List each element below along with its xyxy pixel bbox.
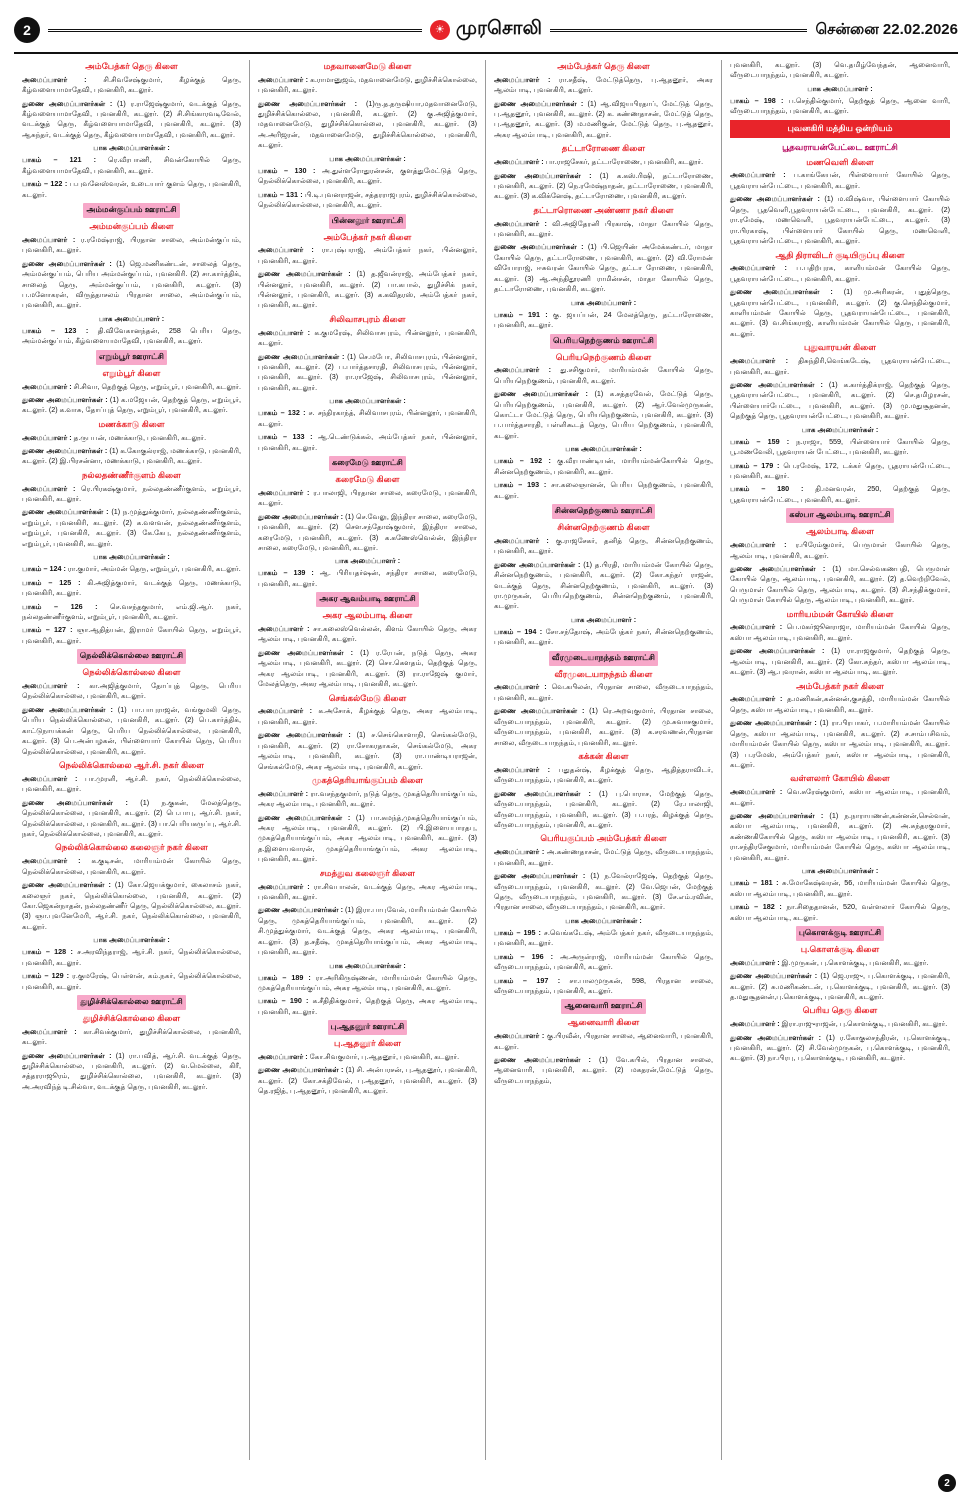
entry-paragraph: துணை அமைப்பாளர்கள் : (1) பா.பாபுராஜன், வங்குமலி தெரு, பெரிய நெல்லிக்கொல்லை, புவனகிரி, கடலூர். (2) பெ.கார்த்திக், காட்டுநாயக்கன் தெரு, பெரிய நெல்லிக்கொல்லை, புவனகிரி, கடலூர். (3) பெ.அன்பழகன், பிள்ளையார் கோயில் தெரு, பெரிய நெல்லிக்கொல்லை, புவனகிரி, கடலூர். (22, 704, 241, 756)
entry-paragraph: துணை அமைப்பாளர்கள் : (1) க.சத்தரவேல், மேட்டுத் தெரு, பெரியநெற்குணம், புவனகிரி, கடலூர். (2) ஆர்.வேல்முருகன், கொட்டா மேட்டுத் தெரு, பெரியநெற்குணம், புவனகிரி, கடலூர். (3) ப.பார்த்தசாரதி, பள்ளிகூடத் தெரு, பெரிய நெற்குணம், புவனகிரி, கடலூர். (494, 389, 713, 440)
entry-label: அமைப்பாளர் : (494, 218, 547, 228)
entry-paragraph: பாகம் – 122 : ப.புவனேஸ்வரன், உடையார் குளம் தெரு, புவனகிரி, கடலூர். (22, 179, 241, 199)
entry-paragraph: அமைப்பாளர் : கா.அஜித்குமார், தோப்புத் தெரு, பெரிய நெல்லிக்கொல்லை, புவனகிரி, கடலூர். (22, 681, 241, 701)
entry-paragraph: அமைப்பாளர் : ரா.வசந்தகுமார், நடுத் தெரு, முகத்தெரியாங்குப்பம், அகர ஆலம்பாடி, புவனகிரி, கடலூர். (258, 788, 477, 809)
entry-paragraph: பாகம் – 197 : சா.பாலமுருகன், 598, பிரதான சாலை, வீருடையாநந்தம், புவனகிரி, கடலூர். (494, 975, 713, 995)
entry-label: அமைப்பாளர் : (258, 1052, 308, 1062)
entry-label: அமைப்பாளர் : (730, 694, 783, 704)
panchayat-heading: எறும்பூர் ஊராட்சி (96, 350, 167, 365)
entry-paragraph: துணை அமைப்பாளர்கள் : (1) க.கார்த்திக்ராஜ், தெற்குத் தெரு, பூதவராயன்பேட்டை, புவனகிரி, கடலூர். (2) செ.தமிழரசன், பிள்ளையார்பேட்டை, புவனகிரி, கடலூர். (3) மு.மதுசூதனன், தெற்குத் தெரு, பூதவராயன்பேட்டை, புவனகிரி, கடலூர். (730, 379, 951, 421)
entry-paragraph: துணை அமைப்பாளர்கள் : (1) கோ.ஜெயக்குமார், கைலாசம் நகர், கலைஞர் நகர், நெல்லிக்கொல்லை, புவனகிரி, கடலூர். (2) கோ.ஜெகன்நாதன், நல்லதண்ணீர் தெரு, நெல்லிக்கொல்லை, கடலூர். (3) ஞா.புவனேமேரி, ஆர்.சி. நகர், நெல்லிக்கொல்லை, புவனகிரி, கடலூர். (22, 880, 241, 931)
branch-title: அம்பேத்கர் தெரு கிளை (557, 61, 650, 71)
entry-paragraph: பாகம் – 126 : செ.வசந்தகுமார், எம்.ஜி.ஆர். நகர், நல்லதண்ணீர்குளம், எறும்பூர், புவனகிரி, கடலூர். (22, 601, 241, 621)
entry-label: பாகம் – 131 : (258, 189, 303, 199)
section-label: பாக அமைப்பாளர்கள் : (801, 866, 879, 876)
entry-paragraph: அமைப்பாளர் : வி.அஜிதேரனி பிரகாஷ், மாதா கோயில் தெரு, புவனகிரி, கடலூர். (494, 218, 714, 239)
entry-paragraph: அமைப்பாளர் : ரெ.பிரகஷ்குமார், நல்லதண்ணீர்குளம், எறும்பூர், புவனகிரி, கடலூர். (22, 483, 241, 504)
branch-title: ஆலம்பாடி கிளை (806, 526, 874, 537)
entry-paragraph: துணை அமைப்பாளர்கள் : (1) ர.கோகுலசந்திரன், பு.கொளக்குடி, புவனகிரி, கடலூர். (2) சி.வேல்முருகன், பு.கொளக்குடி, புவனகிரி, கடலூர். (3) நா.பிரபு, பு.கொளக்குடி, புவனகிரி, கடலூர். (730, 1032, 950, 1063)
branch-title: தட்டாரோணை கிளை (561, 143, 646, 154)
entry-label: துணை அமைப்பாளர்கள் : (494, 871, 586, 881)
entry-paragraph: துணை அமைப்பாளர்கள் : (1) ரா.பவித், ஆர்.சி. வடக்குத் தெரு, துழிச்சிக்கொல்லை, புவனகிரி, கடலூர். (2) வ.மெல்லை, கிரீ, சத்தரராஜூரம், துழிச்சிக்கொல்லை, புவனகிரி, கடலூர். (3) அ.அரவிந்த் டி.சில்வா, வடக்குத் தெரு, புவனகிரி, கடலூர். (22, 1050, 241, 1091)
branch-title: அம்பேத்கர் நகர் கிளை (323, 231, 412, 242)
entry-paragraph: துணை அமைப்பாளர்கள் : (1) பா.சுமந்த்,முகத்தெரியாங்குப்பம், அகர ஆலம்பாடி, புவனகிரி, கடலூர். (2) பி.இளையபாரதபு, முகத்தெரியாங்குப்பம், அகர ஆலம்பாடி, புவனகிரி, கடலூர். (3) த.இளையவாரன், முகத்தெரியாங்குப்பம், அகர ஆலம்பாடி, புவனகிரி, கடலூர். (258, 812, 477, 864)
entry-paragraph: பாகம் – 121 : ரெ.வீரபாணி, சிவன்கோயில் தெரு, கீழ்வளையாமாதேவி, புவனகிரி, கடலூர். (22, 155, 241, 175)
entry-label: துணை அமைப்பாளர்கள் : (494, 788, 591, 798)
entry-label: அமைப்பாளர் : (494, 764, 550, 774)
panchayat-heading: புகொளக்குடி ஊராட்சி (796, 926, 884, 941)
entry-label: அமைப்பாளர் : (22, 74, 87, 84)
panchayat-heading: கரைமேடு ஊராட்சி (329, 456, 406, 471)
sun-icon: ☀ (430, 20, 450, 40)
entry-paragraph: அமைப்பாளர் : சி.சிவா, தெற்குத் தெரு, எறும்பூர், புவனகிரி, கடலூர். (22, 381, 242, 391)
branch-title: முகத்தெரியாங்குப்பம் கிளை (311, 774, 424, 785)
entry-label: பாகம் – 130 : (258, 165, 316, 175)
entry-paragraph: துணை அமைப்பாளர்கள் : (1) க.கஸ்.ரிஷி, தட்டாரோணை, புவனகிரி, கடலூர். (2) நெ.ரமேஷ்நாதன், தட்டாரோணை, புவனகிரி, கடலூர். (3) க.விக்னேஷ், தட்டாரோணை, புவனகிரி, கடலூர். (494, 170, 713, 201)
entry-label: அமைப்பாளர் : (22, 681, 80, 691)
entry-label: துணை அமைப்பாளர்கள் : (494, 1055, 591, 1065)
entry-label: அமைப்பாளர் : (258, 623, 310, 633)
entry-label: அமைப்பாளர் : (730, 957, 780, 967)
entry-paragraph: துணை அமைப்பாளர்கள் : (1) ஜெ.ராஜு, பு.கொளக்குடி, புவனகிரி, கடலூர். (2) சு.மணிகண்டன், பு.கொளக்குடி, புவனகிரி, கடலூர். (3) த.மதுசூதனன்,பு.கொளக்குடி, புவனகிரி, கடலூர். (730, 971, 951, 1001)
section-label: பாக அமைப்பாளர்கள் : (329, 396, 406, 406)
entry-label: பாகம் – 182 : (730, 902, 782, 912)
entry-label: துணை அமைப்பாளர்கள் : (258, 269, 351, 279)
entry-label: அமைப்பாளர் : (258, 74, 308, 84)
entry-paragraph: பாகம் – 159 : ந.ராஜா, 559, பிள்ளையார் கோயில் தெரு, பூ.மணவேலி, பூதவராயன் பேட்டை, புவனகிரி, கடலூர். (730, 436, 951, 457)
section-label: பாக அமைப்பாளர்கள் : (565, 915, 642, 925)
branch-title: பு.கொளக்குடி கிளை (800, 943, 880, 954)
entry-paragraph: பாகம் – 124 : ரா.குமார், அம்மன் தெரு, எறும்பூர், புவனகிரி, கடலூர். (22, 564, 241, 574)
branch-title: ஆதி திராவிடர் குடியிருப்பு கிளை (775, 249, 905, 260)
branch-title: பெரியநெற்குணம் கிளை (555, 351, 652, 362)
column-1 (14, 60, 250, 1460)
entry-paragraph: அமைப்பாளர் : வெ.கபிலன், பிரதான சாலை, வீருடையாநந்தம், புவனகிரி, கடலூர். (494, 682, 714, 702)
panchayat-heading: சின்னநெற்குணம் ஊராட்சி (552, 504, 656, 519)
masthead (14, 10, 958, 54)
entry-label: அமைப்பாளர் : (730, 263, 787, 273)
entry-label: துணை அமைப்பாளர்கள் : (258, 647, 354, 657)
entry-paragraph: துணை அமைப்பாளர்கள் : (1) க.கோகுல்ராஜ், மணக்காடு, புவனகிரி, கடலூர். (2) இ.பிரசன்னா, மணக்காடு, புவனகிரி, கடலூர். (22, 446, 241, 466)
branch-title: மணவெளி கிளை (806, 156, 874, 167)
masthead-center (422, 18, 550, 42)
entry-paragraph: துணை அமைப்பாளர்கள் : (1) மு.அரிகரன், புதுத்தெரு, பூதவராயன்பேட்டை, புவனகிரி, கடலூர். (2) கு.செந்தில்குமார், காளியம்மன் கோயில் தெரு, பூதவராயன்பேட்டை, புவனகிரி, கடலூர். (3) வ.சிங்கராஜ், காளியம்மன் கோயில் தெரு, புவனகிரி, கடலூர். (730, 287, 950, 338)
entry-paragraph: துணை அமைப்பாளர்கள் : (1) வே.கபில், பிரதான சாலை, ஆனைவாரி, புவனகிரி, கடலூர். (2) மகதரன்,மேட்டுத் தெரு, வீருடையாநந்தம், (494, 1055, 714, 1085)
entry-paragraph: துணை அமைப்பாளர்கள் : (1) ச.செங்கொளாநி, செங்கல்மேடு, புவனகிரி, கடலூர். (2) ரா.சோகரதாகன், செங்கல்மேடு, அகர ஆலம்பாடி, புவனகிரி, கடலூர். (3) ரா.பாண்டியராஜன், செங்கல்மேடு, அகர ஆலம்பாடி, புவனகிரி, கடலூர். (258, 730, 477, 771)
branch-title: பெரிய தெரு கிளை (802, 1005, 878, 1016)
branch-title: எறும்பூர் கிளை (102, 367, 161, 378)
entry-label: பாகம் – 194 : (494, 626, 543, 636)
entry-paragraph: அமைப்பாளர் : ரா.புஷ்பராஜ், அம்பேத்கர் நகர், பின்னலூர், புவனகிரி, கடலூர். (258, 245, 478, 265)
entry-paragraph: அமைப்பாளர் : வெ.சுரேஷ்குமார், கஸ்பா ஆலம்பாடி, புவனகிரி, கடலூர். (730, 787, 950, 807)
entry-paragraph: அமைப்பாளர் : த.மணிகன்,கன்னன்,குசத்தி, மாரியம்மன் கோயில் தெரு, கஸ்பா ஆலம்பாடி, புவனகிரி, கடலூர். (730, 694, 950, 714)
entry-paragraph: துணை அமைப்பாளர்கள் : (1) ம.விஷ்வா, பிள்ளையார் கோயில் தெரு, பூதவெளி,பூதவராயன்பேட்டை, புவனகிரி, கடலூர். (2) ரா.ரமேஷ், மணவெளி, பூதவராயன்பேட்டை, கடலூர். (3) ரா.பிரகாஷ், பிள்ளையார் கோயில் தெரு, மணவெளி, பூதவராயன்பேட்டை, புவனகிரி, கடலூர். (730, 194, 950, 246)
section-label: பாக அமைப்பாளர் : (807, 83, 873, 93)
entry-label: துணை அமைப்பாளர்கள் : (730, 563, 826, 573)
branch-title: நல்லதண்ணீர்குளம் கிளை (82, 469, 181, 480)
column-3 (486, 60, 722, 1460)
entry-paragraph: அமைப்பாளர் : பெ.மகர்ஜூனராஜா, மாரியம்மன் கோயில் தெரு, கஸ்பா ஆலம்பாடி, புவனகிரி, கடலூர். (730, 622, 950, 642)
entry-paragraph: அமைப்பாளர் : இ.முருகன், பு.கொளக்குடி, புவனகிரி, கடலூர். (730, 957, 929, 967)
entry-label: அமைப்பாளர் : (730, 622, 783, 632)
entry-paragraph: பாகம் – 131 : பி.டி.புவனராஜன், சத்தரராஜபுரம், துழிச்சிக்கொல்லை, நெல்லிக்கொல்லை, புவனகிரி, கடலூர். (258, 189, 477, 210)
entry-paragraph: துணை அமைப்பாளர்கள் : (1) ரா.ராஜகுமார், தெற்குத் தெரு, ஆலம்பாடி, புவனகிரி, கடலூர். (2) கோ.சுந்தர், கஸ்பா ஆலம்பாடி, கடலூர். (3) ஆ.புவரான், கஸ்பா ஆலம்பாடி, கடலூர். (730, 646, 950, 677)
section-label: பாக அமைப்பாளர் : (570, 614, 637, 624)
entry-label: அமைப்பாளர் : (22, 432, 72, 442)
branch-title: நெல்லிக்கொல்லை கலைஞர் நகர் கிளை (55, 842, 208, 853)
entry-label: பாகம் – 126 : (22, 601, 98, 611)
entry-paragraph: துணை அமைப்பாளர்கள் : (1) ந.நாராயணன்,கன்னன்,செல்வன், கஸ்பா ஆலம்பாடி, புவனகிரி, கடலூர். (2) அ.சுந்தரகுமார், கண்ணகிகோயில் தெரு, கஸ்பா ஆலம்பாடி, புவனகிரி, கடலூர். (3) ரா.சந்திரசேகுமார், மாரியம்மன் கோயில் தெரு, கஸ்பா ஆலம்பாடி, புவனகிரி, கடலூர். (730, 811, 950, 862)
section-label: பாக அமைப்பாளர் : (570, 297, 637, 307)
entry-label: அமைப்பாளர் : (494, 682, 547, 692)
column-4 (722, 60, 958, 1460)
entry-paragraph: பாகம் – 181 : சு.மோகேஷ்வரன், 56, மாரியம்மன் கோயில் தெரு, கஸ்பா ஆலம்பாடி, புவனகிரி, கடலூர். (730, 878, 950, 898)
entry-label: அமைப்பாளர் : (494, 157, 544, 167)
entry-paragraph: துணை அமைப்பாளர்கள் : (1) செ.வேலு, இந்திரா சாலை, கரைமேடு, புவனகிரி, கடலூர். (2) சௌ.சந்தோஷ்குமார், இந்திரா சாலை, கரைமேடு, புவனகிரி, கடலூர். (3) க.கணேஸ்வெல்ன், இந்திரா சாலை, கரைமேடு, புவனகிரி, கடலூர். (258, 511, 478, 552)
entry-label: அமைப்பாளர் : (730, 787, 783, 797)
entry-paragraph: அமைப்பாளர் : கா.சிவக்குமார், துழிச்சிக்கொல்லை, புவனகிரி, கடலூர். (22, 1026, 241, 1047)
entry-paragraph: அமைப்பாளர் : ரா.சதீஷ், மேட்டுத்தெரு, பு.ஆதனூர், அகர ஆலம்பாடி, புவனகிரி, கடலூர். (494, 74, 713, 95)
section-label: பாக அமைப்பாளர்கள் : (93, 935, 170, 945)
panchayat-heading: வீரமுடையாநந்தம் ஊராட்சி (549, 651, 658, 666)
panchayat-heading: அகர ஆவம்பாடி ஊராட்சி (316, 592, 419, 607)
entry-paragraph: அமைப்பாளர் : இரா.ராஜுராஜன், பு.கொளக்குடி, புவனகிரி, கடலூர். (730, 1019, 948, 1029)
entry-paragraph: பாகம் – 193 : சா.கலைஞானன், பெரிய நெற்குணம், புவனகிரி, கடலூர். (494, 480, 714, 500)
panchayat-heading: பெரியநெற்குணம் ஊராட்சி (550, 334, 657, 349)
entry-paragraph: துணை அமைப்பாளர்கள் : (1) த.ஜீவன்ராஜ், அம்பேத்கர் நகர், பின்னலூர், புவனகிரி, கடலூர். (2) பா.கபால், துழிச்சிக் நகர், பின்னலூர், புவனகிரி, கடலூர். (3) க.கவிதரஸ், அம்பேத்கர் நகர், புவனகிரி, கடலூர். (258, 269, 477, 310)
entry-label: பாகம் – 129 : (22, 971, 70, 981)
entry-paragraph: துணை அமைப்பாளர்கள் : (1) ஆ.விஜயபிரதாப், மேட்டுத் தெரு, பு.ஆதனூர், புவனகிரி, கடலூர். (2) க. கண்ணதாசன், மேட்டுத் தெரு, பு.ஆதனூர், கடலூர். (3) ம.மணிகுன், மேட்டுத் தெரு, பு.ஆதனூர், அகர ஆலம்பாடி, புவனகிரி, கடலூர். (494, 98, 713, 139)
entry-label: துணை அமைப்பாளர்கள் : (22, 880, 111, 890)
branch-title: சின்னநெற்குணம் கிளை (557, 522, 650, 533)
masthead-rule-right (550, 29, 807, 32)
entry-label: துணை அமைப்பாளர்கள் : (258, 730, 351, 740)
entry-label: அமைப்பாளர் : (730, 1019, 780, 1029)
entry-paragraph: பாகம் – 194 : சோ.சந்தோஷ், அம்பேத்கர் நகர், சின்னநெற்குணம், புவனகிரி, கடலூர். (494, 626, 713, 647)
entry-paragraph: அமைப்பாளர் : கு.பிரவீன், பிரதான சாலை, ஆனைவாரி, புவனகிரி, கடலூர். (494, 1031, 713, 1051)
entry-paragraph: துணை அமைப்பாளர்கள் : (1) ந.முத்துக்குமார், நல்லதண்ணீர்குளம், எறும்பூர், புவனகிரி, கடலூர். (2) க.வளவன், நல்லதண்ணீர்குளம், எறும்பூர், புவனகிரி, கடலூர். (3) கே.கேபு, நல்லதண்ணீர்குளம், எறும்பூர், புவனகிரி, கடலூர். (22, 507, 241, 548)
entry-paragraph: துணை அமைப்பாளர்கள் : (1) ரா.பிரபாகர், ப.மாரியம்மன் கோயில் தெரு, கஸ்பா ஆலம்பாடி, புவனகிரி, கடலூர். (2) ச.சாம்பசிவம், மாரியம்மன் கோயில் தெரு, கஸ்பா ஆலம்பாடி, புவனகிரி, கடலூர். (3) ப.ரமேஸ், அம்பேத்கர் நகர், கஸ்பா ஆலம்பாடி, புவனகிரி, கடலூர். (730, 718, 951, 769)
branch-title: ஆனைவாரி கிளை (567, 1017, 640, 1028)
section-label: பாக அமைப்பாளர்கள் : (329, 153, 406, 163)
entry-paragraph: அமைப்பாளர் : கு.ராஜசேகர், தனித் தெரு, சின்னநெற்குணம், புவனகிரி, கடலூர். (494, 535, 714, 556)
entry-paragraph: பாகம் – 179 : பெ.ரமேஷ், 172, டக்கர் தெரு, பூதராயன்பேட்டை, புவனகிரி, கடலூர். (730, 460, 951, 481)
entry-label: பாகம் – 180 : (730, 484, 804, 494)
entry-paragraph: பாகம் – 180 : தி.மனவரன், 250, தெற்குத் தெரு, பூதவராயன்பேட்டை, புவனகிரி, கடலூர். (730, 484, 950, 504)
entry-paragraph: அமைப்பாளர் : க.குடிசன், மாரியம்மன் கோயில் தெரு, நெல்லிக்கொல்லை, புவனகிரி, கடலூர். (22, 856, 241, 876)
entry-paragraph: அமைப்பாளர் : ப.பதிற்புரக, காளியம்மன் கோயில் தெரு, பூதவராயன்பேட்டை, புவனகிரி, கடலூர். (730, 263, 950, 283)
entry-paragraph: பாகம் – 189 : ரா.அரிகிருஷ்ணன், மாரியம்மன் கோயில் தெரு, முகத்தெரியாங்குப்பம், அகர ஆலம்பாடி, புவனகிரி, கடலூர். (258, 972, 477, 992)
entry-label: பாகம் – 127 : (22, 625, 73, 635)
entry-label: துணை அமைப்பாளர்கள் : (258, 351, 345, 361)
entry-paragraph: பாகம் – 125 : கி.அஜித்குமார், வடக்குத் தெரு, மணக்காடு, புவனகிரி, கடலூர். (22, 577, 242, 598)
entry-paragraph: பாகம் – 130 : அ.துள்ளரோதுரன்சன், குளத்துமேட்டுத் தெரு, நெல்லிக்கொல்லை, புவனகிரி, கடலூர். (258, 165, 478, 186)
entry-label: துணை அமைப்பாளர்கள் : (730, 194, 820, 204)
entry-paragraph: துணை அமைப்பாளர்கள் : (1) சி. அன்பரசன், பு.ஆதனூர், புவனகிரி, கடலூர். (2) கோ.சக்திவேல், பு.ஆதனூர், புவனகிரி, கடலூர். (3) தெ.ரஜித், பு.ஆதனூர், புவனகிரி, கடலூர். (258, 1065, 478, 1096)
entry-label: பாகம் – 121 : (22, 155, 96, 165)
entry-label: பாகம் – 123 : (22, 325, 89, 335)
section-label: பாக அமைப்பாளர்கள் : (93, 143, 170, 153)
entry-label: அமைப்பாளர் : (22, 856, 81, 866)
entry-label: துணை அமைப்பாளர்கள் : (258, 812, 351, 822)
entry-label: பாகம் – 192 : (494, 456, 551, 466)
section-label: பாக அமைப்பாளர் : (334, 556, 401, 566)
entry-paragraph: அமைப்பாளர் : கோ.சிவகுமார், பு.ஆதனூர், புவனகிரி, கடலூர். (258, 1052, 460, 1062)
entry-label: துணை அமைப்பாளர்கள் : (22, 394, 108, 404)
panchayat-heading: பு.ஆதனூர் ஊராட்சி (328, 1020, 408, 1035)
masthead-right (550, 21, 958, 40)
entry-label: அமைப்பாளர் : (494, 535, 549, 545)
entry-label: அமைப்பாளர் : (494, 74, 551, 84)
branch-title: அம்மன்குப்பம் கிளை (89, 221, 174, 232)
entry-paragraph: பாகம் – 132 : ச. சந்திரகாந்த், சிலிவாசபுரம், பின்னலூர், புவனகிரி, கடலூர். (258, 408, 477, 428)
entry-paragraph: பாகம் – 139 : ஆ. பிரியதர்ஷன், சந்திரா சாலை, கரைமேடு, புவனகிரி, கடலூர். (258, 568, 477, 588)
panchayat-heading: நெல்லிக்கொல்லை ஊராட்சி (77, 649, 186, 664)
entry-label: அமைப்பாளர் : (22, 1026, 77, 1036)
entry-paragraph: துணை அமைப்பாளர்கள் : (1) ரெ.அறவுகுமார், பிரதான சாலை, வீருடையாநந்தம், புவனகிரி, கடலூர். (2) மு.சுவாசகுமார், வீருடையாநந்தம், புவனகிரி, கடலூர். (3) க.சரவணன்,பிரதான சாலை, வீருடையாநந்தம், புவனகிரி, கடலூர். (494, 706, 713, 747)
entry-label: துணை அமைப்பாளர்கள் : (494, 559, 581, 569)
entry-label: அமைப்பாளர் : (730, 170, 786, 180)
entry-label: துணை அமைப்பாளர்கள் : (730, 718, 817, 728)
branch-title: மாரியம்மன் கோயில் கிளை (786, 608, 894, 619)
article-columns (14, 60, 958, 1460)
entry-paragraph: அமைப்பாளர் : பா.ராஜசேகர், தட்டாரோணை, புவனகிரி, கடலூர். (494, 157, 704, 167)
entry-paragraph: அமைப்பாளர் : திசுந்திரி,வெங்கடேஷ், பூதவராயன்பேட்டை, புவனகிரி, கடலூர். (730, 356, 950, 376)
entry-paragraph: பாகம் – 198 : ப.செந்தில்குமார், தெற்குத் தெரு, ஆனை வாரி, வீருடையாநந்தம், புவனகிரி, கடலூர். (730, 95, 950, 116)
entry-paragraph: புவனகிரி, கடலூர். (3) வெ.தமிழ்வேந்தன், ஆனைவாரி, வீருடையாநந்தம், புவனகிரி, கடலூர். (730, 60, 950, 80)
entry-paragraph: பாகம் – 123 : தி.விவேகானந்தன், 258 பெரிய தெரு, அம்மன்குப்பம், கீழ்வளையமாதேவி, புவனகிரி, கடலூர். (22, 325, 241, 346)
entry-paragraph: துணை அமைப்பாளர்கள் : (1)ரு.த.தருஷியா,மதவானைமேடு, துழிச்சிக்கொல்லை, புவனகிரி, கடலூர். (2) கு.அஜித்குமார், மதவானைமேடு, துழிச்சிக்கொல்லை, புவனகிரி, கடலூர். (3) அ.அரிஜரன், மதவானைமேடு, துழிச்சிக்கொல்லை, புவனகிரி, கடலூர். (258, 98, 477, 150)
entry-label: பாகம் – 197 : (494, 975, 561, 985)
entry-paragraph: அமைப்பாளர் : அ.கண்ணதாசன், மேட்டுத் தெரு, வீருடையாநந்தம், புவனகிரி, கடலூர். (494, 847, 713, 867)
entry-label: பாகம் – 190 : (258, 996, 309, 1006)
entry-label: அமைப்பாளர் : (730, 356, 788, 366)
entry-label: துணை அமைப்பாளர்கள் : (730, 811, 824, 821)
branch-title: பு.ஆதனூர் கிளை (334, 1038, 401, 1049)
branch-title: கரைமேடு கிளை (335, 474, 400, 485)
entry-paragraph: பாகம் – 196 : அ.அருள்ராஜ், மாரியம்மன் கோயில் தெரு, வீருடையாநந்தம், புவனகிரி, கடலூர். (494, 951, 713, 972)
entry-label: அமைப்பாளர் : (258, 245, 314, 255)
union-heading: புவனகிரி மத்திய ஒன்றியம் (730, 120, 950, 138)
entry-paragraph: துணை அமைப்பாளர்கள் : (1) க.மஜேயன், தெற்குத் தெரு, எறும்பூர், கடலூர். (2) க.வாசு, தோப்புத் தெரு, எறும்பூர், புவனகிரி, கடலூர். (22, 394, 242, 415)
entry-paragraph: அமைப்பாளர் : ர.பிரேம்குமார், பெருமாள் கோயில் தெரு, ஆலம்பாடி, புவனகிரி, கடலூர். (730, 540, 951, 560)
branch-title: வீரமுடையாநந்தம் கிளை (554, 668, 653, 679)
entry-label: துணை அமைப்பாளர்கள் : (22, 258, 112, 268)
entry-label: துணை அமைப்பாளர்கள் : (730, 287, 833, 297)
entry-paragraph: துணை அமைப்பாளர்கள் : (1) பு.பொராச, மேற்குத் தெரு, வீருடையாநந்தம், புவனகிரி, கடலூர். (2) ரே.பாலாஜி, வீருடையாநந்தம், புவனகிரி, கடலூர். (3) ப.பரத், கிழக்குத் தெரு, வீருடையாநந்தம், புவனகிரி, கடலூர். (494, 788, 714, 830)
entry-label: பாகம் – 139 : (258, 568, 314, 578)
branch-title: அகர ஆலம்பாடி கிளை (322, 610, 413, 621)
entry-paragraph: துணை அமைப்பாளர்கள் : (1) மா.செல்வகணபதி, பெருமாள் கோயில் தெரு, ஆலம்பாடி, புவனகிரி, கடலூர். (2) த.வெற்றிவேல், பெருமாள் கோயில் தெரு, ஆலம்பாடி, கடலூர். (3) சி.சந்திக்குமார், பெருமாள் கோயில் தெரு, ஆலம்பாடி, புவனகிரி, கடலூர். (730, 563, 950, 605)
entry-label: அமைப்பாளர் : (258, 881, 310, 891)
entry-label: துணை அமைப்பாளர்கள் : (258, 511, 344, 521)
branch-title: நெல்லிக்கொல்லை ஆர்.சி. நகர் கிளை (58, 760, 205, 771)
entry-label: பாகம் – 124 : (22, 564, 66, 574)
entry-paragraph: அமைப்பாளர் : பதுதன்ஷ், கீழக்குத் தெரு, ஆதித்தராவிடர், வீருடையாநந்தம், புவனகிரி, கடலூர். (494, 764, 713, 785)
entry-paragraph: அமைப்பாளர் : து.சசிகுமார், மாரியம்மன் கோயில் தெரு, பெரியநெற்குணம், புவனகிரி, கடலூர். (494, 365, 714, 385)
entry-label: துணை அமைப்பாளர்கள் : (258, 98, 357, 108)
section-label: பாக அமைப்பாளர் : (98, 313, 165, 323)
entry-paragraph: துணை அமைப்பாளர்கள் : (1) ந.குகன், மேலத்தெரு, நெல்லிக்கொல்லை, புவனகிரி, கடலூர். (2) பெ.பாபு, ஆர்.சி. நகர், நெல்லிக்கொல்லை, புவனகிரி, கடலூர். (3) பா.பெரியகருப்பு, ஆர்.சி. நகர், நெல்லிக்கொல்லை, புவனகிரி, கடலூர். (22, 797, 241, 839)
branch-title: கக்கன் கிளை (578, 751, 629, 762)
branch-title: சிலிவாசபுரம் கிளை (329, 313, 406, 324)
entry-label: அமைப்பாளர் : (494, 1031, 545, 1041)
section-label: பாக அமைப்பாளர்கள் : (329, 960, 406, 970)
entry-paragraph: அமைப்பாளர் : க.ராமானுஜம், மதவானைமேடு, துழிச்சிக்கொல்லை, புவனகிரி, கடலூர். (258, 74, 478, 95)
masthead-rule-left (48, 29, 422, 32)
panchayat-heading: பூதவராயன்பேட்டை ஊராட்சி (782, 141, 898, 152)
entry-label: அமைப்பாளர் : (22, 483, 76, 493)
entry-label: துணை அமைப்பாளர்கள் : (730, 646, 825, 656)
entry-label: பாகம் – 122 : (22, 179, 68, 189)
entry-label: துணை அமைப்பாளர்கள் : (22, 446, 108, 455)
entry-paragraph: துணை அமைப்பாளர்கள் : (1) ஜெ.மணிகண்டன், சாலைத் தெரு, அம்மன்குப்பம், பெரிய அம்மன்குப்பம், புவனகிரி. (2) சா.கார்த்திக், சாலைத் தெரு, அம்மன்குப்பம், புவனகிரி, கடலூர். (3) ப.மனோகரன், விருத்தாசலம் பிரதான சாலை, அம்மன்குப்பம், புவனகிரி, கடலூர். (22, 258, 241, 310)
entry-paragraph: பாகம் – 192 : கு.வீரபாண்டியன், மாரியம்மன்கோயில் தெரு, சின்னநெற்குணம், புவனகிரி, கடலூர். (494, 456, 713, 476)
entry-label: அமைப்பாளர் : (258, 788, 308, 798)
entry-label: பாகம் – 125 : (22, 577, 81, 587)
entry-paragraph: அமைப்பாளர் : ரா.சிவபாலன், வடக்குத் தெரு, அகர ஆலம்பாடி, புவனகிரி, கடலூர். (258, 881, 477, 901)
entry-paragraph: துணை அமைப்பாளர்கள் : (1) ந.வேல்ராஜேஷ், தெற்குத் தெரு, வீருடையாநந்தம், புவனகிரி, கடலூர். (2) வே.ஜெபன், மேற்குத் தெரு, வீருடையாநந்தம், புவனகிரி, கடலூர். (3) சே.எம்.ரவின், பிரதான சாலை, வீருடையாநந்தம், புவனகிரி, கடலூர். (494, 871, 713, 912)
entry-label: துணை அமைப்பாளர்கள் : (22, 704, 113, 714)
page-number-badge: 2 (14, 17, 40, 43)
entry-paragraph: பாகம் – 128 : ச.அரவிந்தராஜ், ஆர்.சி. நகர், நெல்லிக்கொல்லை, புவனகிரி, கடலூர். (22, 947, 242, 967)
panchayat-heading: ஆனைவாரி ஊராட்சி (561, 999, 645, 1014)
entry-label: அமைப்பாளர் : (494, 847, 545, 857)
entry-label: பாகம் – 181 : (730, 878, 779, 888)
branch-title: அம்பேத்கர் நகர் கிளை (796, 680, 884, 691)
entry-paragraph: அமைப்பாளர் : சி.சிவசேஷ்குமார், கீழக்குத் தெரு, கீழ்வளையாமாதேவி, புவனகிரி, கடலூர். (22, 74, 242, 95)
entry-paragraph: பாகம் – 195 : ச.வெங்கடேஷ், அம்பேத்கர் நகர், வீருடையாநந்தம், புவனகிரி, கடலூர். (494, 927, 714, 948)
footer-page-number: 2 (938, 1474, 956, 1492)
entry-label: அமைப்பாளர் : (258, 706, 313, 716)
entry-label: அமைப்பாளர் : (22, 773, 78, 783)
branch-title: புதுவாரயன் கிளை (803, 342, 877, 353)
entry-label: பாகம் – 198 : (730, 95, 784, 105)
entry-paragraph: அமைப்பாளர் : ப.காங்கேயன், பிள்ளையார் கோயில் தெரு, பூதவராயன்பேட்டை, புவனகிரி, கடலூர். (730, 170, 951, 190)
entry-label: அமைப்பாளர் : (730, 540, 787, 550)
entry-label: துணை அமைப்பாளர்கள் : (22, 797, 128, 807)
entry-label: துணை அமைப்பாளர்கள் : (258, 905, 343, 915)
entry-paragraph: துணை அமைப்பாளர்கள் : (1) செ.மபோ, சிலிவாசபுரம், பின்னலூர், புவனகிரி, கடலூர். (2) ப.பார்த்தசாரதி, சிலிவாசபுரம், பின்னலூர், புவனகிரி, கடலூர். (3) ரா.ராஜேஷ், சிலிவாசபுரம், பின்னலூர், புவனகிரி, கடலூர். (258, 351, 478, 392)
masthead-left (14, 17, 422, 43)
entry-paragraph: துணை அமைப்பாளர்கள் : (1) த.பிரதி, மாரியம்மன் கோயில் தெரு, சின்னநெற்குணம், புவனகிரி, கடலூர். (2) கோ.கந்தர் ராஜன், வடக்குத் தெரு, சின்னநெற்குணம், புவனகிரி, கடலூர். (3) ரா.முருகன், பெரியநெற்குணம், சின்னநெற்குணம், புவனகிரி, கடலூர். (494, 559, 714, 611)
entry-paragraph: அமைப்பாளர் : ர.பாலாஜி, பிரதான சாலை, கரைமேடு, புவனகிரி, கடலூர். (258, 487, 477, 508)
entry-label: துணை அமைப்பாளர்கள் : (730, 971, 818, 981)
entry-paragraph: துணை அமைப்பாளர்கள் : (1) ர.ரேபன், நடுத் தெரு, அகர ஆலம்பாடி, புவனகிரி, கடலூர். (2) சொ.கௌதம், தெற்குத் தெரு, அகர ஆலம்பாடி, புவனகிரி, கடலூர். (3) ரா.ராஜேஷ் குமார், மேலத்தெரு, அகர ஆலம்பாடி, புவனகிரி, கடலூர். (258, 647, 477, 689)
entry-label: துணை அமைப்பாளர்கள் : (494, 98, 584, 108)
entry-label: அமைப்பாளர் : (258, 327, 311, 337)
branch-title: செங்கல்மேடு கிளை (328, 692, 407, 703)
entry-label: அமைப்பாளர் : (494, 365, 552, 375)
branch-title: வள்ளலார் கோயில் கிளை (790, 773, 890, 784)
entry-paragraph: அமைப்பாளர் : சா.கலைஸ்வெல்லன், கிளம் கோயில் தெரு, அகர ஆலம்பாடி, புவனகிரி, கடலூர். (258, 623, 477, 644)
entry-label: அமைப்பாளர் : (22, 234, 76, 244)
entry-label: துணை அமைப்பாளர்கள் : (494, 242, 584, 252)
section-label: பாக அமைப்பாளர்கள் : (801, 424, 879, 434)
entry-label: துணை அமைப்பாளர்கள் : (22, 507, 109, 517)
entry-label: பாகம் – 133 : (258, 432, 313, 442)
entry-paragraph: பாகம் – 127 : ஞா.ஆதித்யன், இராமர் கோயில் தெரு, எறும்பூர், புவனகிரி, கடலூர். (22, 625, 242, 645)
branch-title: பெரியகுப்பம் அம்பேத்கர் கிளை (540, 833, 667, 844)
entry-paragraph: பாகம் – 129 : ர.குமரேஷ், பெள்ளன், கம்.நகர், நெல்லிக்கொல்லை, புவனகிரி, கடலூர். (22, 971, 242, 991)
entry-paragraph: அமைப்பாளர் : த.ருபபன், மணக்காடு, புவனகிரி, கடலூர். (22, 432, 207, 442)
entry-label: பாகம் – 191 : (494, 309, 548, 319)
entry-label: பாகம் – 132 : (258, 408, 306, 418)
entry-label: அமைப்பாளர் : (258, 487, 310, 497)
entry-label: பாகம் – 189 : (258, 972, 311, 982)
branch-title: மதவானைமேடு கிளை (323, 61, 412, 71)
branch-title: நெல்லிக்கொல்லை கிளை (82, 667, 181, 678)
entry-label: துணை அமைப்பாளர்கள் : (494, 389, 588, 399)
panchayat-heading: கஸ்பா ஆலம்பாடி ஊராட்சி (786, 508, 893, 523)
entry-paragraph: அமைப்பாளர் : க.அசோக், கீழக்குத் தெரு, அகர ஆலம்பாடி, புவனகிரி, கடலூர். (258, 706, 477, 726)
column-2 (250, 60, 486, 1460)
entry-label: பாகம் – 195 : (494, 927, 541, 937)
branch-title: மணக்காடு கிளை (98, 418, 165, 429)
section-label: பாக அமைப்பாளர்கள் : (93, 552, 170, 562)
entry-label: பாகம் – 193 : (494, 480, 547, 490)
entry-label: துணை அமைப்பாளர்கள் : (730, 1032, 822, 1042)
entry-label: துணை அமைப்பாளர்கள் : (494, 170, 592, 180)
branch-title: துழிச்சிக்கொல்லை கிளை (82, 1013, 181, 1023)
entry-label: பாகம் – 196 : (494, 951, 554, 961)
panchayat-heading: துழிச்சிக்கொல்லை ஊராட்சி (77, 995, 186, 1010)
entry-label: துணை அமைப்பாளர்கள் : (258, 1065, 344, 1075)
entry-paragraph: துணை அமைப்பாளர்கள் : (1) இரா.பாபுவேல், மாரியம்மன் கோயில் தெரு, முகத்தெரியாங்குப்பம், புவனகிரி, கடலூர். (2) சி.முத்துக்குமார், வடக்குத் தெரு, அகர ஆலம்பாடி, புவனகிரி, கடலூர். (3) த.சதீஷ், முகத்தெரியாங்குப்பம், அகர ஆலம்பாடி, புவனகிரி, கடலூர். (258, 905, 477, 957)
entry-paragraph: பாகம் – 191 : கு. ஜயப்பன், 24 மேலத்தெரு, தட்டாரோணை, புவனகிரி, கடலூர். (494, 309, 713, 330)
branch-title: அம்பேத்கர் தெரு கிளை (85, 61, 178, 71)
branch-title: தட்டாரொணை அண்ணா நகர் கிளை (533, 204, 674, 215)
entry-paragraph: துணை அமைப்பாளர்கள் : (1) ர.ராஜேஷ்குமார், வடக்குத் தெரு, கீழ்வளையாமாதேவி, புவனகிரி, கடலூர். (2) சி.சிங்காரவடிவேல், வடக்குத் தெரு, கீழ்வளையாமாதேவி, புவனகிரி, கடலூர். (3) ஆசுந்தர், வடக்குத் தெரு, கீழ்வளையாமாதேவி, புவனகிரி, கடலூர். (22, 98, 241, 139)
panchayat-heading: பின்னலூர் ஊராட்சி (329, 214, 407, 229)
entry-label: அமைப்பாளர் : (22, 381, 72, 391)
entry-paragraph: துணை அமைப்பாளர்கள் : (1) பி.ஜெயிண் அமேக்கண்டர், மாதா கோயில் தெரு, தட்டாரோணை, புவனகிரி, கடலூர். (2) வி.ரோமன் வியோராஜ், ஈசுவரன் கோயில் தெரு, தட்டா ரோணை, புவனகிரி, கடலூர். (3) ஆ.அந்திதூரணி ராமின்சன், மாதா கோயில் தெரு, தட்டாரோணை, புவனகிரி, கடலூர். (494, 242, 713, 294)
panchayat-heading: அம்மன்குப்பம் ஊராட்சி (83, 203, 179, 218)
entry-label: பாகம் – 128 : (22, 947, 73, 957)
entry-paragraph: அமைப்பாளர் : க.குமரேஷ், சிலிவாசபுரம், பின்னலூர், புவனகிரி, கடலூர். (258, 327, 478, 348)
branch-title: சமத்துவ கலைஞர் கிளை (319, 867, 416, 878)
publication-title: முரசொலி (455, 18, 543, 39)
entry-label: துணை அமைப்பாளர்கள் : (730, 379, 823, 389)
entry-label: துணை அமைப்பாளர்கள் : (494, 706, 585, 716)
entry-label: துணை அமைப்பாளர்கள் : (22, 98, 113, 108)
entry-paragraph: அமைப்பாளர் : ர.ரமேஷ்ராஜ், பிரதான சாலை, அம்மன்குப்பம், புவனகிரி, கடலூர். (22, 234, 242, 255)
entry-paragraph: அமைப்பாளர் : பா.முரளி, ஆர்.சி. நகர், நெல்லிக்கொல்லை, புவனகிரி, கடலூர். (22, 773, 242, 794)
section-label: பாக அமைப்பாளர்கள் : (565, 444, 642, 454)
edition-place-date: சென்னை 22.02.2026 (815, 20, 958, 38)
entry-paragraph: பாகம் – 190 : க.சீதிதிக்குமார், தெற்குத் தெரு, அகர ஆலம்பாடி, புவனகிரி, கடலூர். (258, 996, 477, 1016)
entry-paragraph: பாகம் – 182 : நா.சிதைதானன், 520, வள்ளலார் கோயில் தெரு, கஸ்பா ஆலம்பாடி, கடலூர். (730, 902, 950, 922)
entry-paragraph: பாகம் – 133 : ஆ.டெண்டுக்கல், அம்பேத்கர் நகர், பின்னலூர், புவனகிரி, கடலூர். (258, 432, 478, 452)
entry-label: பாகம் – 159 : (730, 436, 790, 446)
entry-label: துணை அமைப்பாளர்கள் : (22, 1050, 112, 1060)
entry-label: பாகம் – 179 : (730, 460, 780, 470)
